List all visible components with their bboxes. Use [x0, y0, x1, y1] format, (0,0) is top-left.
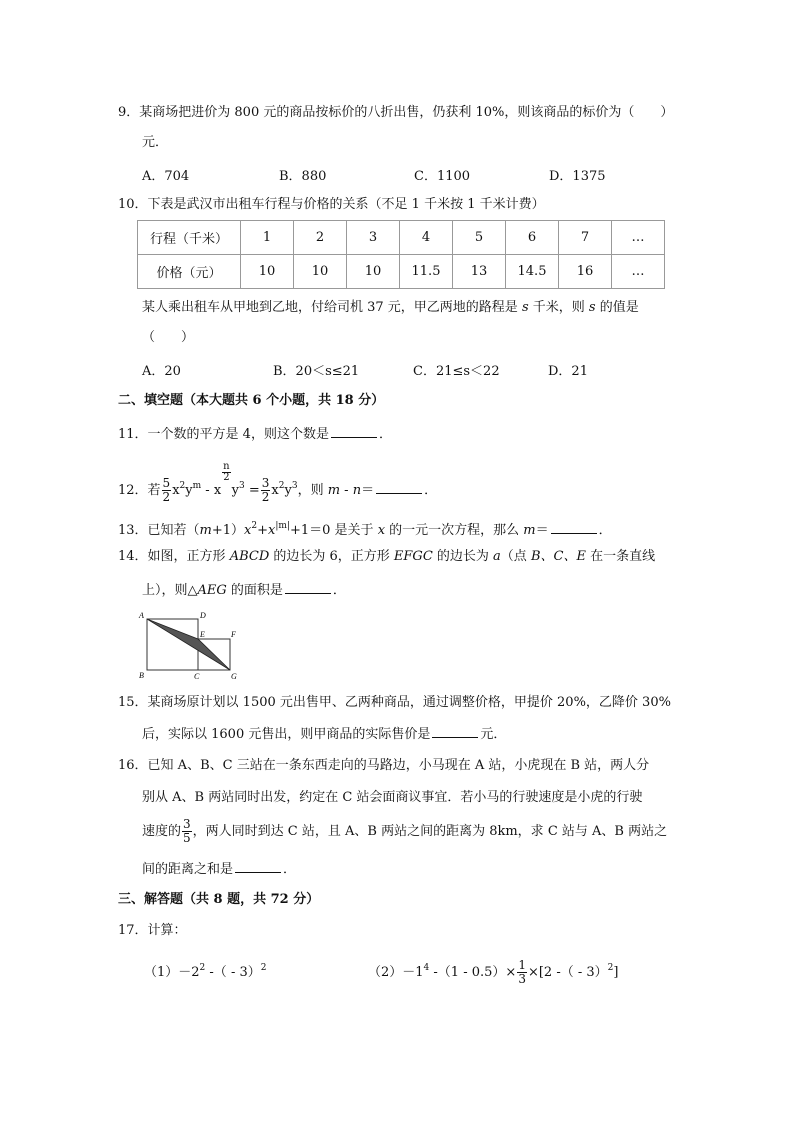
table-cell: 1 — [241, 221, 294, 255]
label-e: E — [200, 630, 205, 639]
table-cell: 2 — [294, 221, 347, 255]
table-cell: … — [612, 221, 665, 255]
table-cell: 11.5 — [400, 255, 453, 289]
q13: 13．已知若$(m+1)x^2+x^{|m|}+1=0$ 是关于 x 的一元一次方程，那么 m＝ ． — [118, 521, 612, 538]
q14-stem-cont: 上），则△AEG 的面积是 ． — [142, 580, 346, 600]
table-cell: … — [612, 255, 665, 289]
table-cell: 3 — [347, 221, 400, 255]
q10-answer-paren: （ ） — [142, 330, 195, 345]
q9-option-b: B．880 — [279, 169, 327, 184]
label-b: B — [139, 671, 144, 680]
fraction-5-2: $\frac{5}{2}$ — [162, 476, 171, 504]
table-cell: 10 — [294, 255, 347, 289]
table-cell: 5 — [453, 221, 506, 255]
table-cell: 16 — [559, 255, 612, 289]
table-cell: 13 — [453, 255, 506, 289]
fraction-3-2: $\frac{3}{2}$ — [261, 476, 270, 504]
q17-part2: $(2)-1^4$ -（1 - 0.5）× $\frac{1}{3}$ ×[2 -（ - 3）$^2$] — [368, 958, 619, 986]
answer-blank — [432, 724, 478, 738]
label-f: F — [231, 630, 236, 639]
table-header-cell: 行程（千米） — [138, 221, 241, 255]
q10-condition: 某人乘出租车从甲地到乙地，付给司机 37 元，甲乙两地的路程是 s 千米，则 s 的值是 — [142, 300, 639, 315]
triangle-aeg — [147, 619, 230, 670]
answer-blank — [551, 520, 597, 534]
section-heading-solve: 三、解答题（共 8 题，共 72 分） — [118, 892, 320, 907]
q9-option-c: C．1100 — [414, 169, 471, 184]
q12: 12．若 $\frac{5}{2}$ $x^2y^m$ - x $\frac{n}{2}$ $y^3$ = $\frac{3}{2}$ $x^2y^3$，则 m - n＝ ． — [118, 461, 438, 504]
q9-stem: 9．某商场把进价为 800 元的商品按标价的八折出售，仍获利 10%，则该商品的标价为（ ） — [118, 105, 674, 120]
label-g: G — [231, 672, 237, 681]
q10-option-d: D．21 — [548, 364, 588, 379]
q15-stem: 15．某商场原计划以 1500 元出售甲、乙两种商品，通过调整价格，甲提价 20%，乙降价 30% — [118, 695, 671, 710]
table-row — [138, 221, 665, 255]
exponent-n-over-2: $\frac{n}{2}$ — [223, 461, 230, 483]
table-cell: 10 — [241, 255, 294, 289]
q11: 11．一个数的平方是 4，则这个数是 ． — [118, 424, 392, 444]
q10-option-b: B．20＜s≤21 — [273, 364, 360, 379]
answer-blank — [376, 480, 422, 494]
taxi-price-table — [137, 220, 665, 289]
label-d: D — [200, 611, 206, 620]
q17-part1: $(1)-2^2$ -（ - 3）$^2$ — [144, 963, 267, 980]
answer-blank — [235, 859, 281, 873]
q10-option-c: C．21≤s＜22 — [413, 364, 500, 379]
fraction-1-3: $\frac{1}{3}$ — [518, 958, 526, 986]
q16-stem-2: 别从 A、B 两站同时出发，约定在 C 站会面商议事宜．若小马的行驶速度是小虎的行驶 — [142, 790, 643, 805]
q16-stem: 16．已知 A、B、C 三站在一条东西走向的马路边，小马现在 A 站，小虎现在 B 站，两人分 — [118, 758, 650, 773]
table-header-cell: 价格（元） — [138, 255, 241, 289]
table-row — [138, 255, 665, 289]
answer-blank — [285, 580, 331, 594]
q10-option-a: A．20 — [142, 364, 181, 379]
q9-option-a: A．704 — [142, 169, 190, 184]
section-heading-fill-blank: 二、填空题（本大题共 6 个小题，共 18 分） — [118, 393, 385, 408]
q9-stem-cont: 元． — [142, 135, 169, 150]
answer-blank — [331, 424, 377, 438]
table-cell: 6 — [506, 221, 559, 255]
q15-stem-cont: 后，实际以 1600 元售出，则甲商品的实际售价是 元． — [142, 724, 506, 744]
table-cell: 4 — [400, 221, 453, 255]
q16-stem-3: 速度的 $\frac{3}{5}$ ，两人同时到达 C 站，且 A、B 两站之间的距离为 8km，求 C 站与 A、B 两站之 — [142, 817, 668, 845]
fraction-3-5: $\frac{3}{5}$ — [183, 817, 191, 845]
squares-figure — [138, 610, 248, 682]
q17-title: 17．计算： — [118, 923, 187, 938]
table-cell: 14.5 — [506, 255, 559, 289]
q9-option-d: D．1375 — [549, 169, 606, 184]
q10-stem: 10．下表是武汉市出租车行程与价格的关系（不足 1 千米按 1 千米计费） — [118, 197, 545, 212]
q14-stem: 14．如图，正方形 ABCD 的边长为 6，正方形 EFGC 的边长为 a（点 B、C、E 在一条直线 — [118, 549, 656, 564]
q16-stem-4: 间的距离之和是 ． — [142, 859, 296, 879]
label-a: A — [139, 611, 144, 620]
label-c: C — [194, 672, 200, 681]
table-cell: 10 — [347, 255, 400, 289]
table-cell: 7 — [559, 221, 612, 255]
